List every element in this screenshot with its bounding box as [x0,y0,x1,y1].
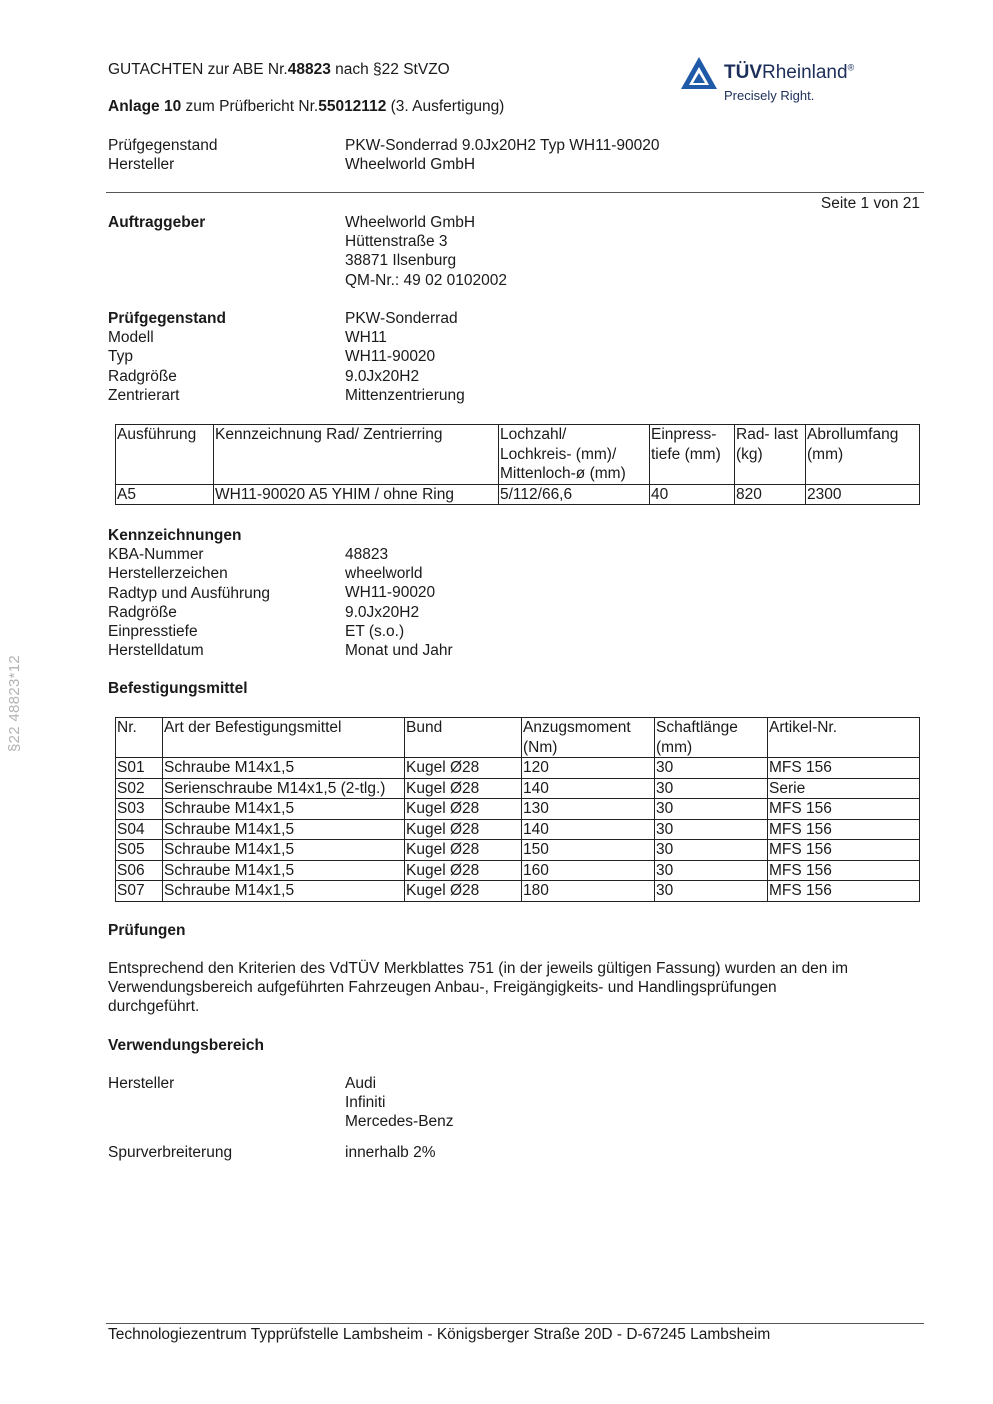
auftraggeber-line: Hüttenstraße 3 [345,233,448,251]
table-cell: S03 [116,799,163,820]
befestigung-header: Art der Befestigungsmittel [163,718,405,758]
list-item: Mercedes-Benz [345,1113,454,1131]
auftraggeber-line: Wheelworld GmbH [345,214,476,231]
footer-address: Technologiezentrum Typprüfstelle Lambsheim - Königsberger Straße 20D - D-67245 Lambsheim [108,1326,771,1343]
kennzeichnung-value: 48823 [345,546,389,563]
header-pruefgegenstand-value: PKW-Sonderrad 9.0Jx20H2 Typ WH11-90020 [345,137,660,154]
befestigung-header: Schaftlänge (mm) [655,718,768,758]
befestigung-table [115,717,920,902]
table-cell: MFS 156 [768,840,920,861]
table-cell: 130 [522,799,655,820]
table-cell: 140 [522,778,655,799]
header-divider [106,192,924,193]
kennzeichnungen-heading: Kennzeichnungen [108,527,242,544]
document-subtitle [108,97,504,116]
header-pruefgegenstand-label: Prüfgegenstand [108,137,218,154]
table-cell: MFS 156 [768,881,920,902]
table-cell: 820 [735,484,806,505]
auftraggeber-label: Auftraggeber [108,214,206,231]
zentrierart-label: Zentrierart [108,386,180,404]
table-cell: 140 [522,819,655,840]
table-row [116,778,920,799]
wheel-table [115,424,920,505]
kennzeichnung-label: Radtyp und Ausführung [108,584,271,602]
table-cell: MFS 156 [768,819,920,840]
table-cell: S05 [116,840,163,861]
table-cell: WH11-90020 A5 YHIM / ohne Ring [214,484,499,505]
table-cell: S01 [116,758,163,779]
radgroesse-label: Radgröße [108,367,177,385]
kennzeichnung-label: Radgröße [108,603,177,621]
table-cell: A5 [116,484,214,505]
header-hersteller-value: Wheelworld GmbH [345,156,476,173]
table-cell: Schraube M14x1,5 [163,881,405,902]
anlage-label: Anlage 10 [108,98,182,115]
table-cell: MFS 156 [768,860,920,881]
table-cell: 160 [522,860,655,881]
table-cell: 30 [655,819,768,840]
table-cell: S06 [116,860,163,881]
header-hersteller-label: Hersteller [108,156,175,173]
modell-label: Modell [108,329,154,347]
typ-label: Typ [108,348,133,366]
befestigung-header-row [116,718,920,758]
table-cell: Schraube M14x1,5 [163,860,405,881]
verwendung-hersteller-list [345,1074,454,1132]
kennzeichnung-value: 9.0Jx20H2 [345,603,420,621]
table-cell: 30 [655,840,768,861]
wheel-table-header: Rad- last (kg) [735,425,806,485]
pruefgegenstand-values [345,309,465,405]
logo-tagline: Precisely Right. [724,88,815,103]
pruefungen-line: Entsprechend den Kriterien des VdTÜV Merkblattes 751 (in der jeweils gültigen Fassung) wurden an den im [108,960,849,977]
typ-value: WH11-90020 [345,348,436,366]
verwendungsbereich-heading: Verwendungsbereich [108,1037,264,1054]
table-row [116,799,920,820]
tuv-logo [680,56,870,104]
table-cell: MFS 156 [768,758,920,779]
table-cell: Kugel Ø28 [405,799,522,820]
befestigung-header: Nr. [116,718,163,758]
wheel-table-header: Einpress- tiefe (mm) [650,425,735,485]
table-cell: 2300 [806,484,920,505]
wheel-table-header: Lochzahl/ Lochkreis- (mm)/ Mittenloch-ø (mm) [499,425,650,485]
table-row [116,484,920,505]
auftraggeber-line: 38871 Ilsenburg [345,252,457,270]
befestigung-header: Anzugsmoment (Nm) [522,718,655,758]
wheel-table-header-row [116,425,920,485]
pruefgegenstand-labels [108,309,226,405]
table-cell: Serie [768,778,920,799]
page-indicator: Seite 1 von 21 [820,195,920,212]
list-item: Infiniti [345,1094,386,1112]
subtitle-prefix: zum Prüfbericht Nr. [181,98,319,115]
table-cell: 180 [522,881,655,902]
wheel-table-header: Ausführung [116,425,214,485]
document-title [108,60,450,79]
zentrierart-value: Mittenzentrierung [345,386,465,404]
table-cell: Kugel Ø28 [405,819,522,840]
kennzeichnung-value: WH11-90020 [345,584,436,602]
table-cell: S04 [116,819,163,840]
spurverbreiterung-label: Spurverbreiterung [108,1144,233,1161]
auftraggeber-address [345,213,507,290]
table-row [116,840,920,861]
table-cell: 30 [655,758,768,779]
kennzeichnung-label: KBA-Nummer [108,546,204,564]
wheel-table-header: Kennzeichnung Rad/ Zentrierring [214,425,499,485]
table-cell: Kugel Ø28 [405,778,522,799]
table-cell: Kugel Ø28 [405,758,522,779]
kennzeichnung-value: wheelworld [345,565,423,583]
table-cell: Schraube M14x1,5 [163,840,405,861]
kennzeichnung-label: Herstelldatum [108,642,204,660]
table-cell: 30 [655,860,768,881]
table-row [116,881,920,902]
side-reference-text: §22 48823*12 [6,654,23,752]
table-cell: 30 [655,778,768,799]
befestigung-header: Artikel-Nr. [768,718,920,758]
kennzeichnung-value: ET (s.o.) [345,622,405,640]
title-prefix: GUTACHTEN zur ABE Nr. [108,61,288,78]
footer-divider [106,1323,924,1324]
pruefgegenstand-heading-value: PKW-Sonderrad [345,310,458,327]
modell-value: WH11 [345,329,387,347]
table-cell: Schraube M14x1,5 [163,819,405,840]
table-cell: Kugel Ø28 [405,860,522,881]
pruefungen-line: durchgeführt. [108,998,200,1016]
table-cell: 150 [522,840,655,861]
table-cell: 40 [650,484,735,505]
befestigung-heading: Befestigungsmittel [108,680,248,697]
subtitle-suffix: (3. Ausfertigung) [386,98,505,115]
pruefungen-line: Verwendungsbereich aufgeführten Fahrzeugen Anbau-, Freigängigkeits- und Handlingsprüfungen [108,979,777,997]
befestigung-header: Bund [405,718,522,758]
list-item: Audi [345,1075,377,1092]
table-cell: 30 [655,799,768,820]
table-cell: 30 [655,881,768,902]
kennzeichnung-label: Herstellerzeichen [108,565,228,583]
auftraggeber-line: QM-Nr.: 49 02 0102002 [345,271,507,289]
table-cell: Schraube M14x1,5 [163,758,405,779]
pruefungen-heading: Prüfungen [108,922,186,939]
logo-brand-rest: Rheinland [762,62,848,83]
logo-brand-bold: TÜV [724,62,762,83]
table-cell: 120 [522,758,655,779]
verwendung-hersteller-label: Hersteller [108,1075,175,1092]
table-cell: S07 [116,881,163,902]
title-suffix: nach §22 StVZO [330,61,450,78]
logo-registered: ® [847,62,855,73]
kennzeichnungen-values [345,545,453,660]
table-cell: Serienschraube M14x1,5 (2-tlg.) [163,778,405,799]
pruefgegenstand-heading: Prüfgegenstand [108,310,226,327]
table-cell: Kugel Ø28 [405,840,522,861]
table-row [116,819,920,840]
table-cell: 5/112/66,6 [499,484,650,505]
kennzeichnungen-labels [108,526,270,660]
abe-number: 48823 [287,61,331,78]
radgroesse-value: 9.0Jx20H2 [345,367,420,385]
kennzeichnung-value: Monat und Jahr [345,642,453,660]
tuv-triangle-icon [680,56,718,90]
pruefungen-paragraph [108,959,848,1017]
kennzeichnung-label: Einpresstiefe [108,623,198,641]
table-cell: MFS 156 [768,799,920,820]
table-row [116,758,920,779]
table-cell: S02 [116,778,163,799]
table-cell: Kugel Ø28 [405,881,522,902]
wheel-table-header: Abrollumfang (mm) [806,425,920,485]
pruefbericht-number: 55012112 [318,98,387,115]
table-row [116,860,920,881]
spurverbreiterung-value: innerhalb 2% [345,1144,436,1161]
table-cell: Schraube M14x1,5 [163,799,405,820]
